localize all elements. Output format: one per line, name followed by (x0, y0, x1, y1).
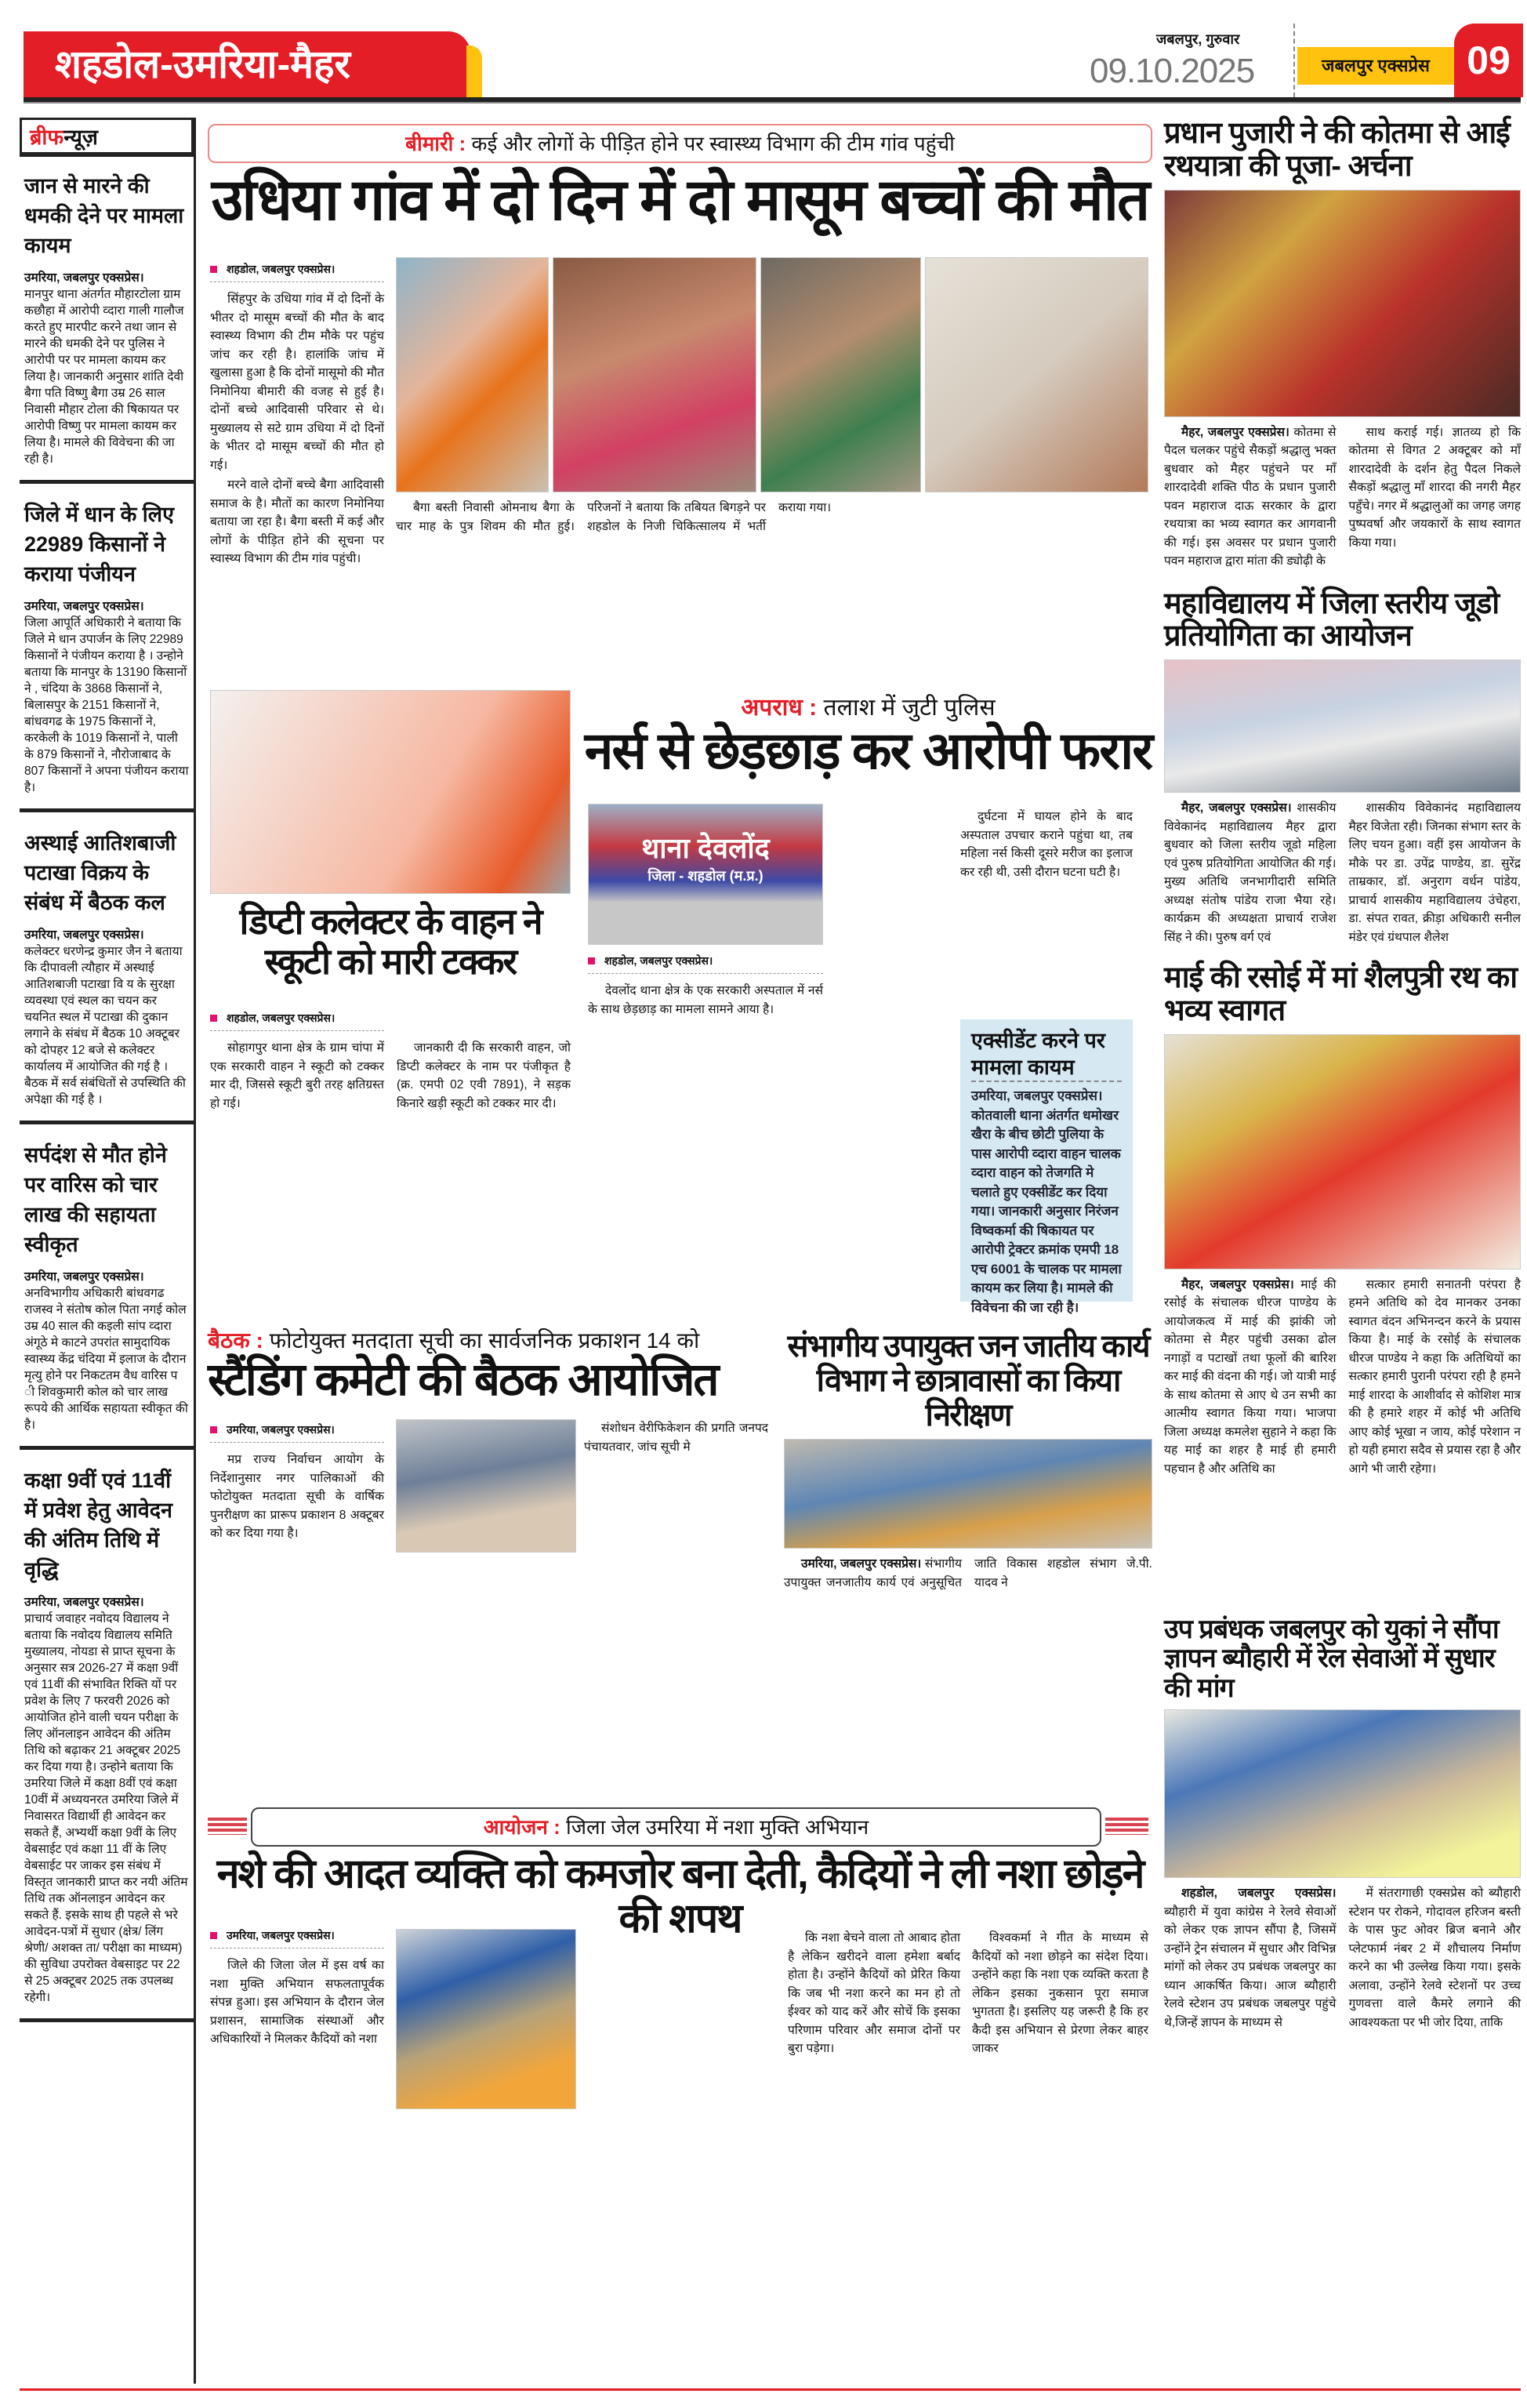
top-story-kicker (208, 124, 1152, 163)
footer-rule (20, 2388, 1521, 2391)
kicker-text: फोटोयुक्त मतदाता सूची का सार्वजनिक प्रकाशन 14 को (269, 1328, 700, 1353)
dateline: उमरिया, जबलपुर एक्सप्रेस। (24, 1270, 144, 1284)
brief-item (20, 825, 194, 1124)
dateline: उमरिया, जबलपुर एक्सप्रेस। (210, 1925, 384, 1949)
jail-body-1 (210, 1956, 384, 2049)
nurse-lead (588, 950, 823, 1020)
photo-rath-welcome (1164, 1034, 1521, 1269)
photo-oath-ceremony (396, 1929, 576, 2109)
deputy-story-headline: डिप्टी कलेक्टर के वाहन ने स्कूटी को मारी टक्कर (239, 901, 542, 982)
kicker-label: आयोजन : (483, 1815, 560, 1839)
paragraph: दुर्घटना में घायल होने के बाद अस्पताल उपचार कराने पहुंचा था, तब महिला नर्स किसी दूसरे मरीज का इलाज कर रही थी, उसी दौरान घटना घटी है। (960, 810, 1133, 879)
brief-body (24, 270, 189, 467)
paragraph: मरने वाले दोनों बच्चे बैगा आदिवासी समाज के है। मौतों का कारण निमोनिया बताया जा रहा है। बैगा बस्ती में कई और लोगों के पीड़ित होने की सूचना पर स्वास्थ्य विभाग की टीम गांव पहुंची। (210, 478, 384, 565)
photo-hostel-students (784, 1439, 1152, 1549)
brief-headline: कक्षा 9वीं एवं 11वीं में प्रवेश हेतु आवेदन की अंतिम तिथि में वृद्धि (24, 1469, 173, 1582)
photo-family (553, 257, 756, 492)
city-day: जबलपुर, गुरुवार (1156, 31, 1240, 47)
kicker-stripes-left (208, 1818, 247, 1835)
header-divider (1293, 24, 1295, 97)
dateline: शहडोल, जबलपुर एक्सप्रेस। (210, 1008, 384, 1031)
photo-police-station (588, 804, 823, 945)
brief-item (20, 1137, 194, 1450)
photo-memorandum (1164, 1709, 1521, 1878)
dateline: शहडोल, जबलपुर एक्सप्रेस। (588, 950, 823, 974)
brief-body (24, 598, 189, 796)
hostel-headline: संभागीय उपायुक्त जन जातीय कार्य विभाग ने छात्रावासों का किया निरीक्षण (787, 1329, 1149, 1433)
brief-item (20, 1462, 194, 2022)
paragraph: विश्वकर्मा ने गीत के माध्यम से कैदियों को नशा छोड़ने का संदेश दिया। उन्होंने कहा कि नशा एक व्यक्ति करता है लेकिन इसका नुकसान पूरा समाज भुगतता है। इसलिए यह जरूरी है कि हर कैदी इस अभियान से प्रेरणा लेकर बाहर जाकर (972, 1931, 1148, 2055)
dateline: मैहर, जबलपुर एक्सप्रेस। (1181, 1277, 1294, 1291)
nurse-story (584, 690, 1152, 779)
hostel-story (784, 1329, 1152, 1593)
brief-news-label (20, 118, 194, 157)
top-story-body-2 (396, 499, 1148, 536)
kicker-text: कई और लोगों के पीड़ित होने पर स्वास्थ्य विभाग की टीम गांव पहुंची (471, 132, 955, 155)
issue-date: 09.10.2025 (1090, 52, 1255, 90)
nurse-kicker (584, 690, 1152, 722)
paragraph: अनविभागीय अधिकारी बांधवगढ राजस्व ने संतोष कोल पिता नगई कोल उम्र 40 साल की कइली सांप व्दारा अंगूठे मे काटने उपरांत सामुदायिक स्वास्थ्य केंद्र चंदिया में इलाज के दौरान मृत्यु होने पर निकटतम वैध वारिस प ी शिवकुमारी कोल को चार लाख रूपये की आर्थिक सहायता स्वीकृत की है। (24, 1287, 188, 1432)
committee-story (208, 1325, 772, 1405)
committee-kicker (208, 1325, 772, 1355)
section-banner (24, 31, 470, 97)
photo-villagers (760, 257, 921, 492)
photo-infant (396, 257, 549, 492)
illustration-car-scooter (210, 690, 571, 894)
paragraph: देवलोंद थाना क्षेत्र के एक सरकारी अस्पताल में नर्स के साथ छेड़छाड़ का मामला सामने आया है। (588, 984, 823, 1016)
photo-goddess-idol (1164, 190, 1521, 417)
dateline: शहडोल, जबलपुर एक्सप्रेस। (210, 259, 384, 282)
jail-body-3 (972, 1929, 1148, 2060)
rail-body (1164, 1884, 1521, 2033)
brief-item (20, 168, 194, 484)
brief-body (24, 927, 189, 1108)
paragraph: साथ कराई गई। ज्ञातव्य हो कि कोतमा से विगत 2 अक्टूबर को माँ शारदादेवी के दर्शन हेतु पैदल निकले सैकड़ों श्रद्धालु माँ शारदा की नगरी मैहर पहुँचे। नगर में श्रद्धालुओं का जगह जगह पुष्पवर्षा और जयकारों के साथ स्वागत किया गया। (1348, 425, 1521, 550)
top-story (208, 124, 1152, 231)
paragraph: जिले की जिला जेल में इस वर्ष का नशा मुक्ति अभियान सफलतापूर्वक संपन्न हुआ। इस अभियान के दौरान जेल प्रशासन, सामाजिक संस्थाओं और अधिकारियों ने मिलकर कैदियों को नशा (210, 1959, 384, 2046)
jail-lead (210, 1925, 384, 2050)
paragraph: सोहागपुर थाना क्षेत्र के ग्राम चांपा में एक सरकारी वाहन ने स्कूटी को टक्कर मार दी, जिससे स्कूटी बुरी तरह क्षतिग्रस्त हो गई। (210, 1041, 384, 1110)
kicker-text: जिला जेल उमरिया में नशा मुक्ति अभियान (566, 1815, 869, 1839)
brief-label-black: न्यूज़ (63, 125, 98, 149)
rath-body (1164, 423, 1521, 571)
deputy-story (210, 1008, 571, 1114)
photo-medicines (925, 257, 1148, 492)
page-number: 09 (1454, 24, 1523, 97)
accident-body: उमरिया, जबलपुर एक्सप्रेस। कोतवाली थाना अंतर्गत धमोखर खैरा के बीच छोटी पुलिया के पास आरोपी व्दारा वाहन चालक व्दारा वाहन को तेजगति मे चलाते हुए एक्सीडेंट कर दिया गया। जानकारी अनुसार निरंजन विष्वकर्मा की षिकायत पर आरोपी ट्रेक्टर क्रमांक एमपी 18 एच 6001 के चालक पर मामला कायम कर लिया है। मामले की विवेचना की जा रही है। (971, 1088, 1122, 1315)
jail-headline: नशे की आदत व्यक्ति को कमजोर बना देती, कैदियों ने ली नशा छोड़ने की शपथ (216, 1851, 1144, 1942)
dateline: शहडोल, जबलपुर एक्सप्रेस। (1181, 1887, 1337, 1901)
section-title: शहडोल-उमरिया-मैहर (55, 42, 351, 86)
paragraph: जिला आपूर्ति अधिकारी ने बताया कि जिले मे धान उपार्जन के लिए 22989 किसानों ने पंजीयन कराया है । उन्होने बताया कि मानपुर के 13190 किसानों ने , चंदिया के 3868 किसानों ने, बिलासपुर के 2151 किसानों ने, बांधवगढ के 1975 किसानों ने, करकेली के 1019 किसानों ने, पाली के 879 किसानों ने, नौरोजाबाद के 807 किसानों ने अपना पंजीयन कराया है। (24, 616, 189, 794)
paragraph: मानपुर थाना अंतर्गत मौहारटोला ग्राम कछौहा में आरोपी व्दारा गाली गालौज करते हुए मारपीट करने तथा जान से मारने की धमकी देने पर पुलिस ने आरोपी पर पर मामला कायम कर लिया है। जानकारी अनुसार शांति देवी बैगा पति विष्णु बैगा उम्र 26 साल निवासी मौहार टोला की षिकायत पर आरोपी विष्णु पर मामला कायम कर लिया है। मामले की विवेचना की जा रही है। (24, 288, 184, 466)
dateline: मैहर, जबलपुर एक्सप्रेस। (1181, 801, 1292, 815)
brief-headline: जान से मारने की धमकी देने पर मामला कायम (24, 174, 184, 257)
deputy-story-body (210, 1039, 571, 1114)
paragraph: ब्यौहारी में युवा कांग्रेस ने रेलवे सेवाओं को लेकर एक ज्ञापन सौंपा है, जिसमें उन्होंने ट्रेन संचालन में सुधार और विभिन्न मांगों को लेकर उप प्रबंधक जबलपुर का ध्यान आकर्षित किया। आज ब्यौहारी रेलवे स्टेशन उप प्रबंधक जबलपुर पहुंचे थे,जिन्हें ज्ञापन के माध्यम से (1164, 1905, 1337, 2029)
brief-body (24, 1594, 189, 2006)
rasoi-headline: माई की रसोई में मां शैलपुत्री रथ का भव्य स्वागत (1164, 961, 1518, 1027)
sign-subtext: जिला - शहडोल (म.प्र.) (647, 868, 764, 884)
dateline: उमरिया, जबलपुर एक्सप्रेस। (24, 928, 144, 942)
paragraph: कलेक्टर धरणेन्द्र कुमार जैन ने बताया कि दीपावली त्यौहार में अस्थाई आतिशबाजी पटाखा वि य के सुरक्षा व्यवस्था एवं स्थल का चयन कर चयनित स्थल में पटाखा की दुकान लगाने के संबंध में बैठक 10 अक्टूबर को दोपहर 12 बजे से कलेक्टर कार्यालय में आयोजित की गई है । बैठक में सर्व संबंधितों से उपस्थिति की अपेक्षा की गई है । (24, 945, 186, 1106)
nurse-body-2 (960, 808, 1133, 883)
dateline: उमरिया, जबलपुर एक्सप्रेस। (210, 1419, 384, 1443)
jail-body-2 (788, 1929, 960, 2060)
photo-judo-team (1164, 659, 1521, 793)
jail-kicker (251, 1807, 1101, 1847)
paragraph: सत्कार हमारी सनातनी परंपरा है हमने अतिथि को देव मानकर उनका स्वागत वंदन अभिनन्दन करने के प्रयास किया है। माई के रसोई के संचालक धीरज पाण्डेय ने कहा कि अतिथियों का सत्कार हमारी पुरानी परंपरा रही है हमने माई शारदा के आशीर्वाद से कोशिश मात्र की है हमारे शहर में कोई भी अतिथि आए कोई भूखा न जाय, कोई परेशान न हो यही हमारा सदैव से प्रयास रहा है और आगे भी जारी रहेगा। (1348, 1277, 1521, 1476)
committee-body-2 (584, 1419, 768, 1458)
paragraph: मप्र राज्य निर्वाचन आयोग के निर्देशानुसार नगर पालिकाओं की फोटोयुक्त मतदाता सूची के वार्षिक पुनरीक्षण का प्रारूप प्रकाशन 8 अक्टूबर को कर दिया गया है। (210, 1453, 384, 1540)
accident-headline: एक्सीडेंट करने पर मामला कायम (971, 1027, 1122, 1082)
right-column (1164, 118, 1521, 1480)
dateline: उमरिया, जबलपुर एक्सप्रेस। (24, 271, 144, 285)
accident-box (960, 1019, 1133, 1315)
paragraph: प्राचार्य जवाहर नवोदय विद्यालय ने बताया कि नवोदय विद्यालय समिति मुख्यालय, नोयडा से प्राप्त सूचना के अनुसार सत्र 2026-27 में कक्षा 9वीं एवं 11वीं की संभावित रिक्ति यों पर प्रवेश के लिए 7 फरवरी 2026 को आयोजित होने वाली चयन परीक्षा के लिए ऑनलाइन आवेदन की अंतिम तिथि को बढ़ाकर 21 अक्टूबर 2025 कर दिया गया है। उन्होने बताया कि उमरिया जिले में कक्षा 8वीं एवं कक्षा 10वीं में अध्ययनरत उमरिया जिले में निवासरत विद्यार्थी ही आवेदन कर सकते हैं, अभ्यर्थी कक्षा 9वीं के लिए वेबसाईट एवं कक्षा 11 वीं के लिए वेबसाईट पर जाकर इस संबंध में विस्तृत जानकारी प्राप्त कर नयी अंतिम तिथि तक ऑनलाइन आवेदन कर सकते हैं. इसके साथ ही पहले से भरे आवेदन-पत्रों में सुधार (क्षेत्र/ लिंग श्रेणी/ अशक्त ता/ परीक्षा का माध्यम) की सुविधा उपरोक्त वेबसाइट पर 22 से 25 अक्टूबर 2025 तक उपलब्ध रहेगी। (24, 1612, 188, 2004)
paragraph: शासकीय विवेकानंद महाविद्यालय मैहर विजेता रही। जिनका संभाग स्तर के लिए चयन हुआ। वहीं इस आयोजन के मौके पर डा. उपेंद्र पाण्डेय, डा. सुरेंद्र ताम्रकार, डॉ. अनुराग वर्धन पांडेय, प्राचार्य शासकीय महाविद्यालय उंचेहरा, डा. संपत रावत, क्रीड़ा अधिकारी सनील मंडेर एवं ग्रंथपाल शैलेश (1348, 801, 1521, 944)
photo-meeting (396, 1419, 576, 1553)
banner-accent (466, 45, 482, 97)
header-rule (24, 97, 1521, 104)
brief-label-red: ब्रीफ (30, 125, 64, 149)
committee-lead (210, 1419, 384, 1545)
brief-headline: जिले में धान के लिए 22989 किसानों ने कराया पंजीयन (24, 503, 175, 586)
top-story-headline: उधिया गांव में दो दिन में दो मासूम बच्चों की मौत (211, 167, 1149, 232)
rail-headline: उप प्रबंधक जबलपुर को युकां ने सौंपा ज्ञापन ब्यौहारी में रेल सेवाओं में सुधार की मांग (1164, 1614, 1499, 1703)
brief-news-column (20, 118, 196, 2384)
paragraph: शासकीय विवेकानंद महाविद्यालय मैहर द्वारा बुधवार को जिला स्तरीय जूडो महिला एवं पुरुष प्रतियोगिता आयोजित की गई। मुख्य अतिथि जनभागीदारी समिति अध्यक्ष संतोष पांडेय राजा भैया रहे। कार्यक्रम की अध्यक्षता प्राचार्य राजेश सिंह ने की। पुरुष वर्ग एवं (1164, 801, 1337, 944)
dateline: मैहर, जबलपुर एक्सप्रेस। (1181, 425, 1289, 439)
kicker-text: तलाश में जुटी पुलिस (823, 695, 996, 721)
top-story-body-1 (210, 290, 384, 568)
dateline: उमरिया, जबलपुर एक्सप्रेस। (801, 1557, 922, 1571)
brief-headline: अस्थाई आतिशबाजी पटाखा विक्रय के संबंध में बैठक कल (24, 831, 176, 914)
brief-items (20, 168, 194, 2022)
sign-text: थाना देवलोंद (641, 832, 770, 864)
rail-story (1164, 1615, 1521, 2033)
paragraph: संभागीय उपायुक्त जनजातीय कार्य एवं अनुसूचित जाति विकास शहडोल संभाग जे.पी. यादव ने (784, 1557, 1152, 1589)
nurse-story-headline: नर्स से छेड़छाड़ कर आरोपी फरार (584, 721, 1152, 779)
nurse-body-1 (588, 982, 823, 1019)
rasoi-body (1164, 1276, 1521, 1480)
paragraph: सिंहपुर के उधिया गांव में दो दिनों के भीतर दो मासूम बच्चों की मौत के बाद स्वास्थ्य विभाग की टीम मौके पर पहुंच जांच कर रही है। हालांकि जांच में खुलासा हुआ है कि दोनों मासूमो की मौत निमोनिया बीमारी की वजह से हुई है। दोनों बच्चे आदिवासी परिवार से थे। मुख्यालय से सटे ग्राम उधिया में दो दिनों के भीतर दो मासूम बच्चों की मौत हो गई। (210, 292, 384, 472)
paragraph: माई की रसोई के संचालक धीरज पाण्डेय के आयोजकत्व में माई की झांकी जो कोतमा से मैहर पहुंची उसका ढोल नगाड़ों व पटाखों तथा फूलों की बारिश कर माई की वंदना की गई। जो यात्री माई के साथ कोतमा से आए थे उन सभी का आत्मीय स्वागत किया गया। भाजपा जिला अध्यक्ष कमलेश सुहाने ने कहा कि यह माई का शहर है माई ही हमारी पहचान है और अतिथि का (1164, 1277, 1337, 1476)
kicker-label: अपराध : (741, 695, 818, 721)
paper-name: जबलपुर एक्सप्रेस (1297, 47, 1454, 85)
committee-headline: स्टैंडिंग कमेटी की बैठक आयोजित (208, 1354, 718, 1405)
dateline: उमरिया, जबलपुर एक्सप्रेस। (24, 1596, 144, 1609)
paragraph: कि नशा बेचने वाला तो आबाद होता है लेकिन खरीदने वाला हमेशा बर्बाद होता है। उन्होंने कैदियों को प्रेरित किया कि जब भी नशा करने का मन हो तो ईश्वर को याद करें और सोचें कि इसका परिणाम परिवार और समाज दोनों पर बुरा पड़ेगा। (788, 1931, 960, 2055)
committee-body-1 (210, 1451, 384, 1543)
paragraph: में संतरागाछी एक्सप्रेस को ब्यौहारी स्टेशन पर रोकने, गोदावल हरिजन बस्ती के पास फुट ओवर ब्रिज बनाने और प्लेटफार्म नंबर 2 में शौचालय निर्माण करने का भी उल्लेख किया गया। इसके अलावा, उन्होंने रेलवे स्टेशनों पर उच्च गुणवत्ता वाले कैमरे लगाने की आवश्यकता पर भी जोर दिया, ताकि (1348, 1887, 1521, 2029)
kicker-stripes-right (1105, 1818, 1148, 1835)
paragraph: जानकारी दी कि सरकारी वाहन, जो डिप्टी कलेक्टर के नाम पर पंजीकृत है (क्र. एमपी 02 एवी 7891), ने सड़क किनारे खड़ी स्कूटी को टक्कर मार दी। (397, 1041, 571, 1110)
kicker-label: बीमारी : (405, 132, 466, 155)
hostel-body (784, 1555, 1152, 1593)
brief-item (20, 496, 194, 812)
top-story-lead (210, 259, 384, 570)
paragraph: बैगा बस्ती निवासी ओमनाथ बैगा के चार माह के पुत्र शिवम की मौत हुई। परिजनों ने बताया कि तबियत बिगड़ने पर शहडोल के निजी चिकित्सालय में भर्ती कराया गया। (396, 501, 832, 533)
dateline: उमरिया, जबलपुर एक्सप्रेस। (24, 600, 144, 613)
paragraph: कोतमा से पैदल चलकर पहुंचे सैकड़ों श्रद्धालु भक्त बुधवार को मैहर पहुंचने पर माँ शारदादेवी शक्ति पीठ के प्रधान पुजारी पवन महाराज दाऊ सरकार के द्वारा रथयात्रा का भव्य स्वागत कर आगवानी की गई। इस अवसर पर प्रधान पुजारी पवन महाराज द्वारा मांता की ड्योढ़ी के (1164, 425, 1337, 568)
kicker-label: बैठक : (208, 1328, 263, 1353)
paragraph: संशोधन वेरीफिकेशन की प्रगति जनपद पंचायतवार, जांच सूची मे (584, 1422, 768, 1454)
judo-headline: महाविद्यालय में जिला स्तरीय जूडो प्रतियोगिता का आयोजन (1164, 587, 1500, 653)
judo-body (1164, 799, 1521, 948)
brief-headline: सर्पदंश से मौत होने पर वारिस को चार लाख की सहायता स्वीकृत (24, 1143, 167, 1256)
brief-body (24, 1269, 189, 1433)
rath-headline: प्रधान पुजारी ने की कोतमा से आई रथयात्रा की पूजा- अर्चना (1164, 117, 1510, 183)
